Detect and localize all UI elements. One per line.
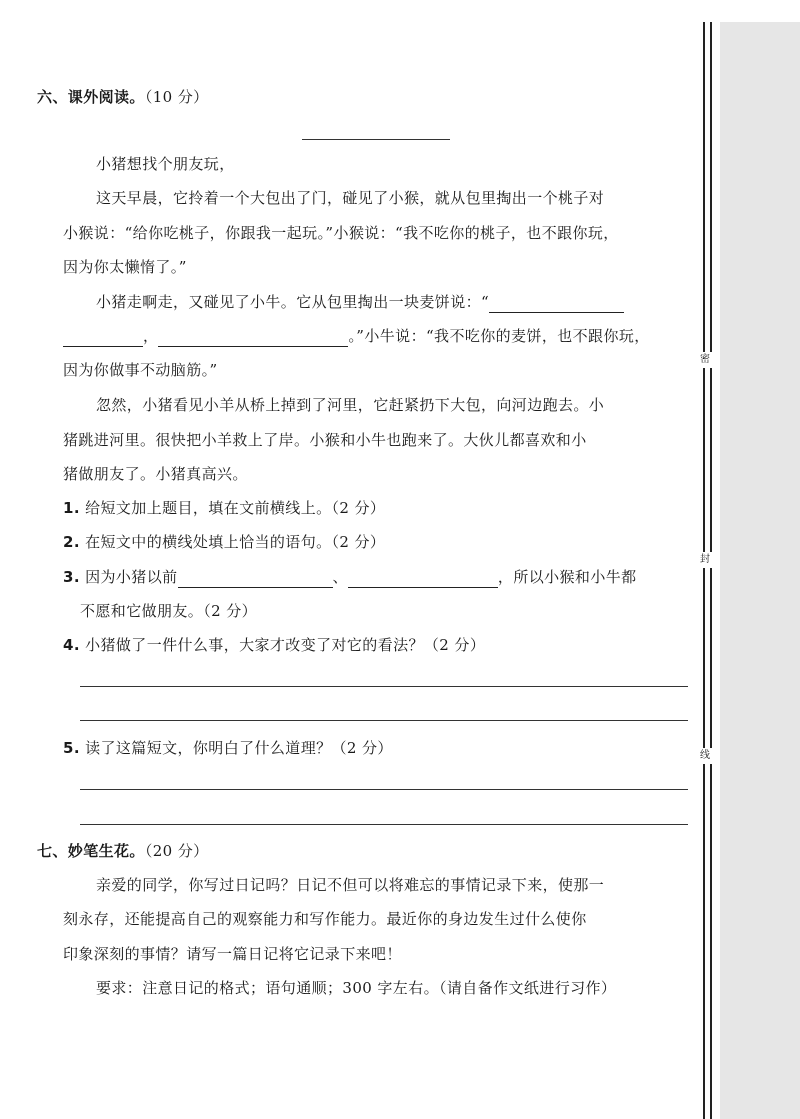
passage-line-6: ， 。”小牛说：“我不吃你的麦饼，也不跟你玩， [63, 325, 650, 347]
writing-prompt-line-1: 亲爱的同学，你写过日记吗？日记不但可以将难忘的事情记录下来，使那一 [96, 876, 605, 894]
seal-line-right [710, 22, 712, 1119]
fill-blank-2[interactable] [63, 330, 143, 347]
section7-score: （20 分） [144, 842, 209, 860]
q4-answer-line-2[interactable] [80, 720, 688, 721]
writing-requirements: 要求：注意日记的格式；语句通顺；300 字左右。（请自备作文纸进行习作） [96, 979, 617, 997]
passage-line-9: 猪跳进河里。很快把小羊救上了岸。小猴和小牛也跑来了。大伙儿都喜欢和小 [63, 431, 587, 449]
passage-line-8: 忽然，小猪看见小羊从桥上掉到了河里，它赶紧扔下大包，向河边跑去。小 [96, 396, 605, 414]
seal-char-mi: 密 [698, 352, 712, 368]
fill-blank-1[interactable] [489, 296, 624, 313]
question-5: 5. 读了这篇短文，你明白了什么道理？（2 分） [63, 739, 393, 757]
passage-line-5: 小猪走啊走，又碰见了小牛。它从包里掏出一块麦饼说：“ [96, 291, 624, 313]
section7-heading: 七、妙笔生花。（20 分） [37, 842, 209, 860]
q3-blank-2[interactable] [348, 571, 498, 588]
section6-score: （10 分） [144, 88, 209, 106]
question-1: 1. 给短文加上题目，填在文前横线上。（2 分） [63, 499, 386, 517]
passage-line-2: 这天早晨，它拎着一个大包出了门，碰见了小猴，就从包里掏出一个桃子对 [96, 189, 605, 207]
question-2: 2. 在短文中的横线处填上恰当的语句。（2 分） [63, 533, 386, 551]
section6-heading: 六、课外阅读。（10 分） [37, 88, 209, 106]
fill-blank-3[interactable] [158, 330, 348, 347]
q3-blank-1[interactable] [178, 571, 333, 588]
passage-line-1: 小猪想找个朋友玩， [96, 155, 235, 173]
passage-line-10: 猪做朋友了。小猪真高兴。 [63, 465, 248, 483]
title-answer-blank[interactable] [302, 139, 450, 140]
writing-prompt-line-2: 刻永存，还能提高自己的观察能力和写作能力。最近你的身边发生过什么使你 [63, 910, 587, 928]
question-3: 3. 因为小猪以前 、 ，所以小猴和小牛都 [63, 568, 637, 586]
passage-line-4: 因为你太懒惰了。” [63, 258, 187, 276]
question-4: 4. 小猪做了一件什么事，大家才改变了对它的看法？（2 分） [63, 636, 486, 654]
seal-line-left [703, 22, 705, 1119]
q5-answer-line-1[interactable] [80, 789, 688, 790]
passage-line-3: 小猴说：“给你吃桃子，你跟我一起玩。”小猴说：“我不吃你的桃子，也不跟你玩， [63, 224, 619, 242]
question-3-cont: 不愿和它做朋友。（2 分） [80, 602, 258, 620]
binding-margin-strip [720, 22, 800, 1119]
passage-line-7: 因为你做事不动脑筋。” [63, 361, 218, 379]
q4-answer-line-1[interactable] [80, 686, 688, 687]
seal-char-xian: 线 [698, 748, 712, 764]
q5-answer-line-2[interactable] [80, 824, 688, 825]
seal-char-feng: 封 [698, 552, 712, 568]
writing-prompt-line-3: 印象深刻的事情？请写一篇日记将它记录下来吧！ [63, 945, 402, 963]
